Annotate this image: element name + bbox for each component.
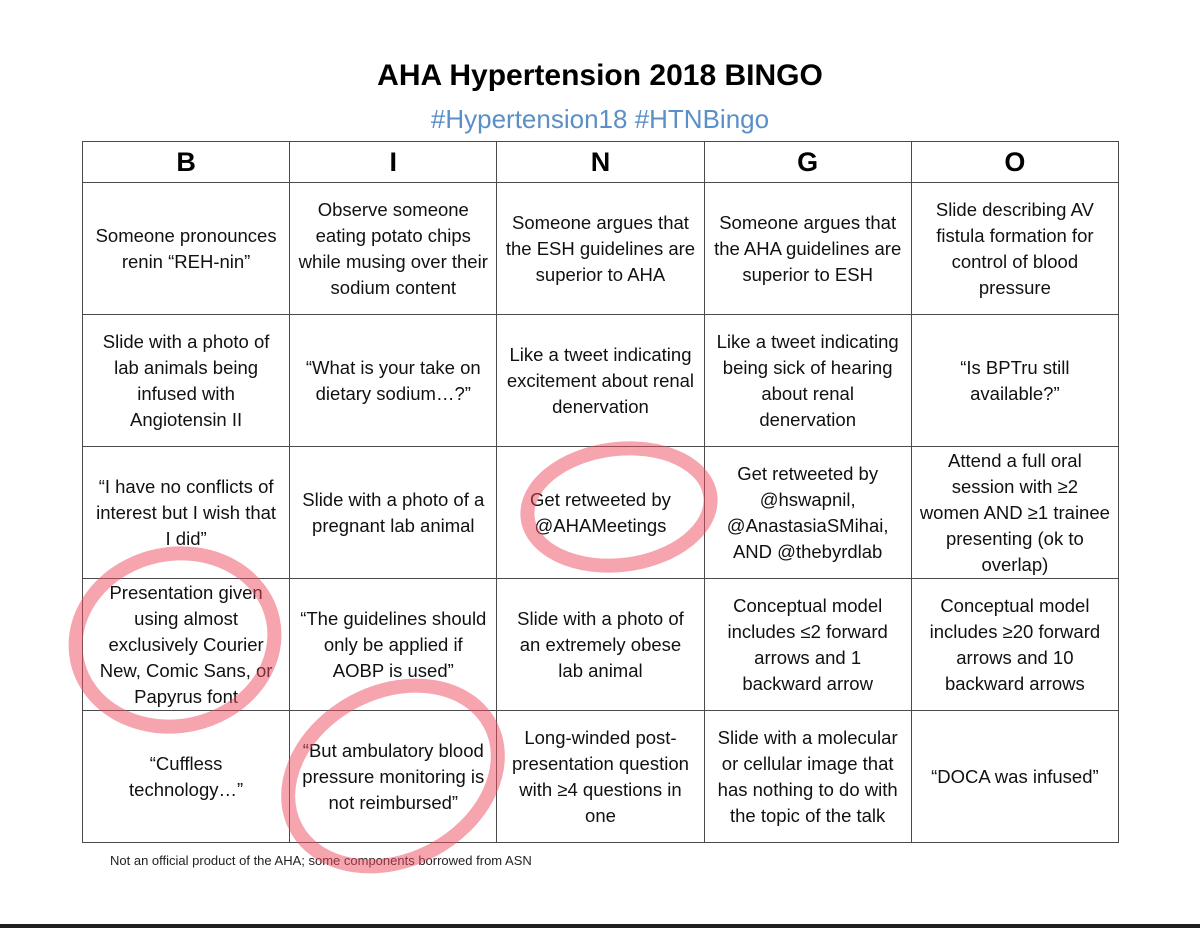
bingo-square: Long-winded post-presentation question with ≥4 questions in one (497, 711, 704, 843)
page-title: AHA Hypertension 2018 BINGO (377, 59, 823, 92)
bingo-square: Like a tweet indicating being sick of hearing about renal denervation (704, 315, 911, 447)
bingo-square: Conceptual model includes ≤2 forward arrows and 1 backward arrow (704, 579, 911, 711)
bingo-square: Someone argues that the ESH guidelines are superior to AHA (497, 183, 704, 315)
column-header-b: B (83, 142, 290, 183)
bingo-square: Slide describing AV fistula formation for control of blood pressure (911, 183, 1118, 315)
disclaimer-footnote: Not an official product of the AHA; some components borrowed from ASN (110, 853, 532, 868)
column-header-n: N (497, 142, 704, 183)
bingo-square: “What is your take on dietary sodium…?” (290, 315, 497, 447)
bingo-square: Slide with a photo of lab animals being infused with Angiotensin II (83, 315, 290, 447)
bingo-row (83, 447, 1119, 579)
bingo-square: Like a tweet indicating excitement about renal denervation (497, 315, 704, 447)
bingo-row (83, 579, 1119, 711)
bingo-square: “Cuffless technology…” (83, 711, 290, 843)
bingo-row (83, 711, 1119, 843)
bingo-square: “DOCA was infused” (911, 711, 1118, 843)
bingo-row (83, 315, 1119, 447)
bingo-square: Someone argues that the AHA guidelines are superior to ESH (704, 183, 911, 315)
bingo-square-marked: Get retweeted by @AHAMeetings (497, 447, 704, 579)
bingo-header-row (83, 142, 1119, 183)
bingo-row (83, 183, 1119, 315)
bingo-square-marked: “But ambulatory blood pressure monitoring is not reimbursed” (290, 711, 497, 843)
column-header-i: I (290, 142, 497, 183)
bingo-square: Get retweeted by @hswapnil, @AnastasiaSMihai, AND @thebyrdlab (704, 447, 911, 579)
bingo-square: Observe someone eating potato chips while musing over their sodium content (290, 183, 497, 315)
bingo-square: Slide with a molecular or cellular image that has nothing to do with the topic of the talk (704, 711, 911, 843)
bingo-square: “Is BPTru still available?” (911, 315, 1118, 447)
bottom-edge-bar (0, 924, 1200, 928)
hashtag-subtitle: #Hypertension18 #HTNBingo (430, 104, 770, 134)
bingo-square: “I have no conflicts of interest but I wish that I did” (83, 447, 290, 579)
bingo-square: Slide with a photo of a pregnant lab animal (290, 447, 497, 579)
bingo-square: Conceptual model includes ≥20 forward arrows and 10 backward arrows (911, 579, 1118, 711)
column-header-o: O (911, 142, 1118, 183)
bingo-square: Slide with a photo of an extremely obese lab animal (497, 579, 704, 711)
bingo-board (82, 141, 1119, 843)
bingo-square: “The guidelines should only be applied if AOBP is used” (290, 579, 497, 711)
bingo-square: Attend a full oral session with ≥2 women AND ≥1 trainee presenting (ok to overlap) (911, 447, 1118, 579)
bingo-square-marked: Presentation given using almost exclusively Courier New, Comic Sans, or Papyrus font (83, 579, 290, 711)
bingo-square: Someone pronounces renin “REH-nin” (83, 183, 290, 315)
column-header-g: G (704, 142, 911, 183)
